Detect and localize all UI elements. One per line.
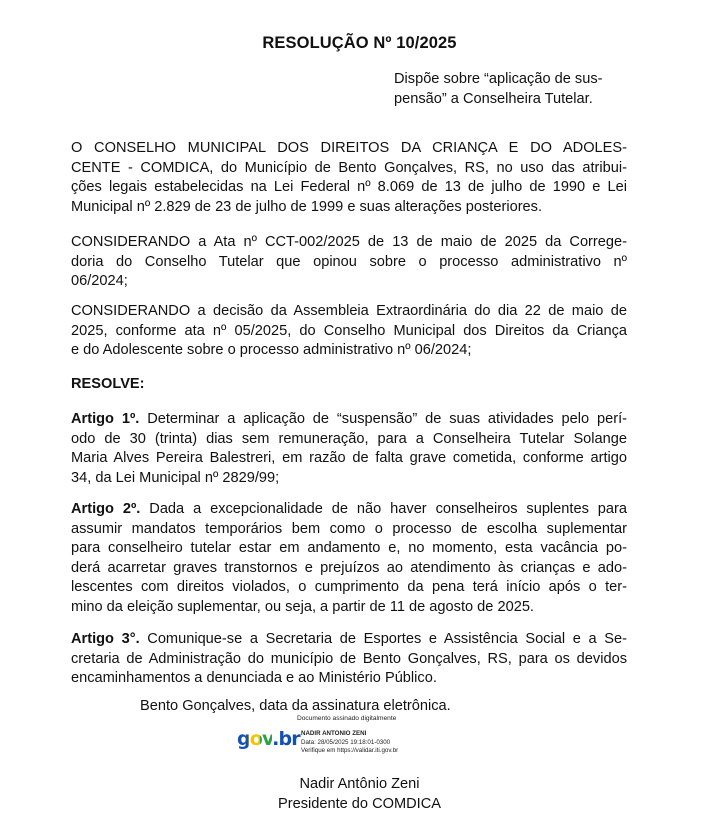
artigo-line: 34, da Lei Municipal nº 2829/99; <box>71 469 280 486</box>
considerando-paragraph-2 <box>71 302 627 361</box>
stamp-header: Documento assinado digitalmente <box>297 715 397 722</box>
considerando-line: e do Adolescente sobre o processo administrativo nº 06/2024; <box>71 342 472 359</box>
govbr-logo-br: .br <box>272 728 300 750</box>
artigo-line: mino da eleição suplementar, ou seja, a partir de 11 de agosto de 2025. <box>71 598 534 615</box>
artigo-3-paragraph <box>71 630 627 689</box>
govbr-logo-gov: gov <box>237 728 273 750</box>
stamp-verify-link[interactable]: Verifique em https://validar.iti.gov.br <box>301 747 399 755</box>
stamp-info <box>301 730 398 756</box>
artigo-label: Artigo 2º. <box>71 501 141 517</box>
artigo-line: assumir mandatos temporários bem como o processo de escolha suplementar <box>71 520 627 537</box>
ementa <box>394 70 634 109</box>
artigo-line: Maria Alves Pereira Balestreri, em razão de falta grave cometida, conforme artigo <box>71 450 627 467</box>
artigo-label: Artigo 3°. <box>71 631 140 647</box>
resolve-heading: RESOLVE: <box>71 376 145 392</box>
considerando-line: CONSIDERANDO a decisão da Assembleia Extraordinária do dia 22 de maio de <box>71 303 627 319</box>
stamp-signer: NADIR ANTONIO ZENI <box>301 730 367 737</box>
preamble-line: ções legais estabelecidas na Lei Federal nº 8.069 de 13 de julho de 1990 e Lei <box>71 179 627 196</box>
digital-signature-stamp <box>237 715 447 763</box>
artigo-line: derá acarretar graves transtornos e prejuízos ao atendimento às crianças e ado- <box>71 559 627 576</box>
artigo-line: para conselheiro tutelar estar em andamento e, no momento, esta vacância po- <box>71 540 627 557</box>
considerando-paragraph-1 <box>71 233 627 292</box>
signer-name-text: Nadir Antônio Zeni <box>299 776 420 792</box>
artigo-2-paragraph <box>71 500 627 618</box>
artigo-text: Comunique-se a Secretaria de Esportes e Assistência Social e a Se- <box>139 631 627 647</box>
artigo-line <box>71 630 627 650</box>
artigo-label: Artigo 1º. <box>71 411 140 427</box>
artigo-line: odo de 30 (trinta) dias sem remuneração, para a Conselheira Tutelar Solange <box>71 430 627 447</box>
ementa-line: pensão” a Conselheira Tutelar. <box>394 90 593 107</box>
govbr-logo <box>237 728 300 750</box>
document-title: RESOLUÇÃO Nº 10/2025 <box>262 34 457 52</box>
preamble-line: Municipal nº 2.829 de 23 de julho de 1999 e suas alterações posteriores. <box>71 198 543 215</box>
considerando-line: doria do Conselho Tutelar que opinou sobre o processo administrativo nº <box>71 253 627 270</box>
place-date: Bento Gonçalves, data da assinatura eletrônica. <box>140 698 451 714</box>
signer-name <box>0 776 719 792</box>
signer-role <box>0 796 719 812</box>
artigo-text: Determinar a aplicação de “suspensão” de suas atividades pelo perí- <box>139 411 627 427</box>
signer-role-text: Presidente do COMDICA <box>277 796 442 812</box>
considerando-line: 2025, conforme ata nº 05/2025, do Conselho Municipal dos Direitos da Criança <box>71 322 627 339</box>
artigo-text: Dada a excepcionalidade de não haver conselheiros suplentes para <box>140 501 627 517</box>
considerando-line: CONSIDERANDO a Ata nº CCT-002/2025 de 13 de maio de 2025 da Correge- <box>71 234 627 250</box>
artigo-line: encaminhamentos a denunciada e ao Ministério Público. <box>71 670 437 687</box>
considerando-line: 06/2024; <box>71 273 128 290</box>
artigo-line <box>71 500 627 520</box>
preamble-paragraph <box>71 139 627 217</box>
stamp-date: Data: 28/05/2025 19:18:01-0300 <box>301 738 391 746</box>
ementa-line: Dispõe sobre “aplicação de sus- <box>394 71 603 87</box>
artigo-line: lescentes com direitos violados, o cumprimento da pena terá início após o ter- <box>71 579 627 596</box>
artigo-1-paragraph <box>71 410 627 488</box>
artigo-line: cretaria de Administração do município de Bento Gonçalves, RS, para os devidos <box>71 650 627 667</box>
artigo-line <box>71 410 627 430</box>
preamble-line: CENTE - COMDICA, do Município de Bento Gonçalves, RS, no uso das atribui- <box>71 159 627 176</box>
preamble-line: O CONSELHO MUNICIPAL DOS DIREITOS DA CRIANÇA E DO ADOLES- <box>71 140 627 156</box>
